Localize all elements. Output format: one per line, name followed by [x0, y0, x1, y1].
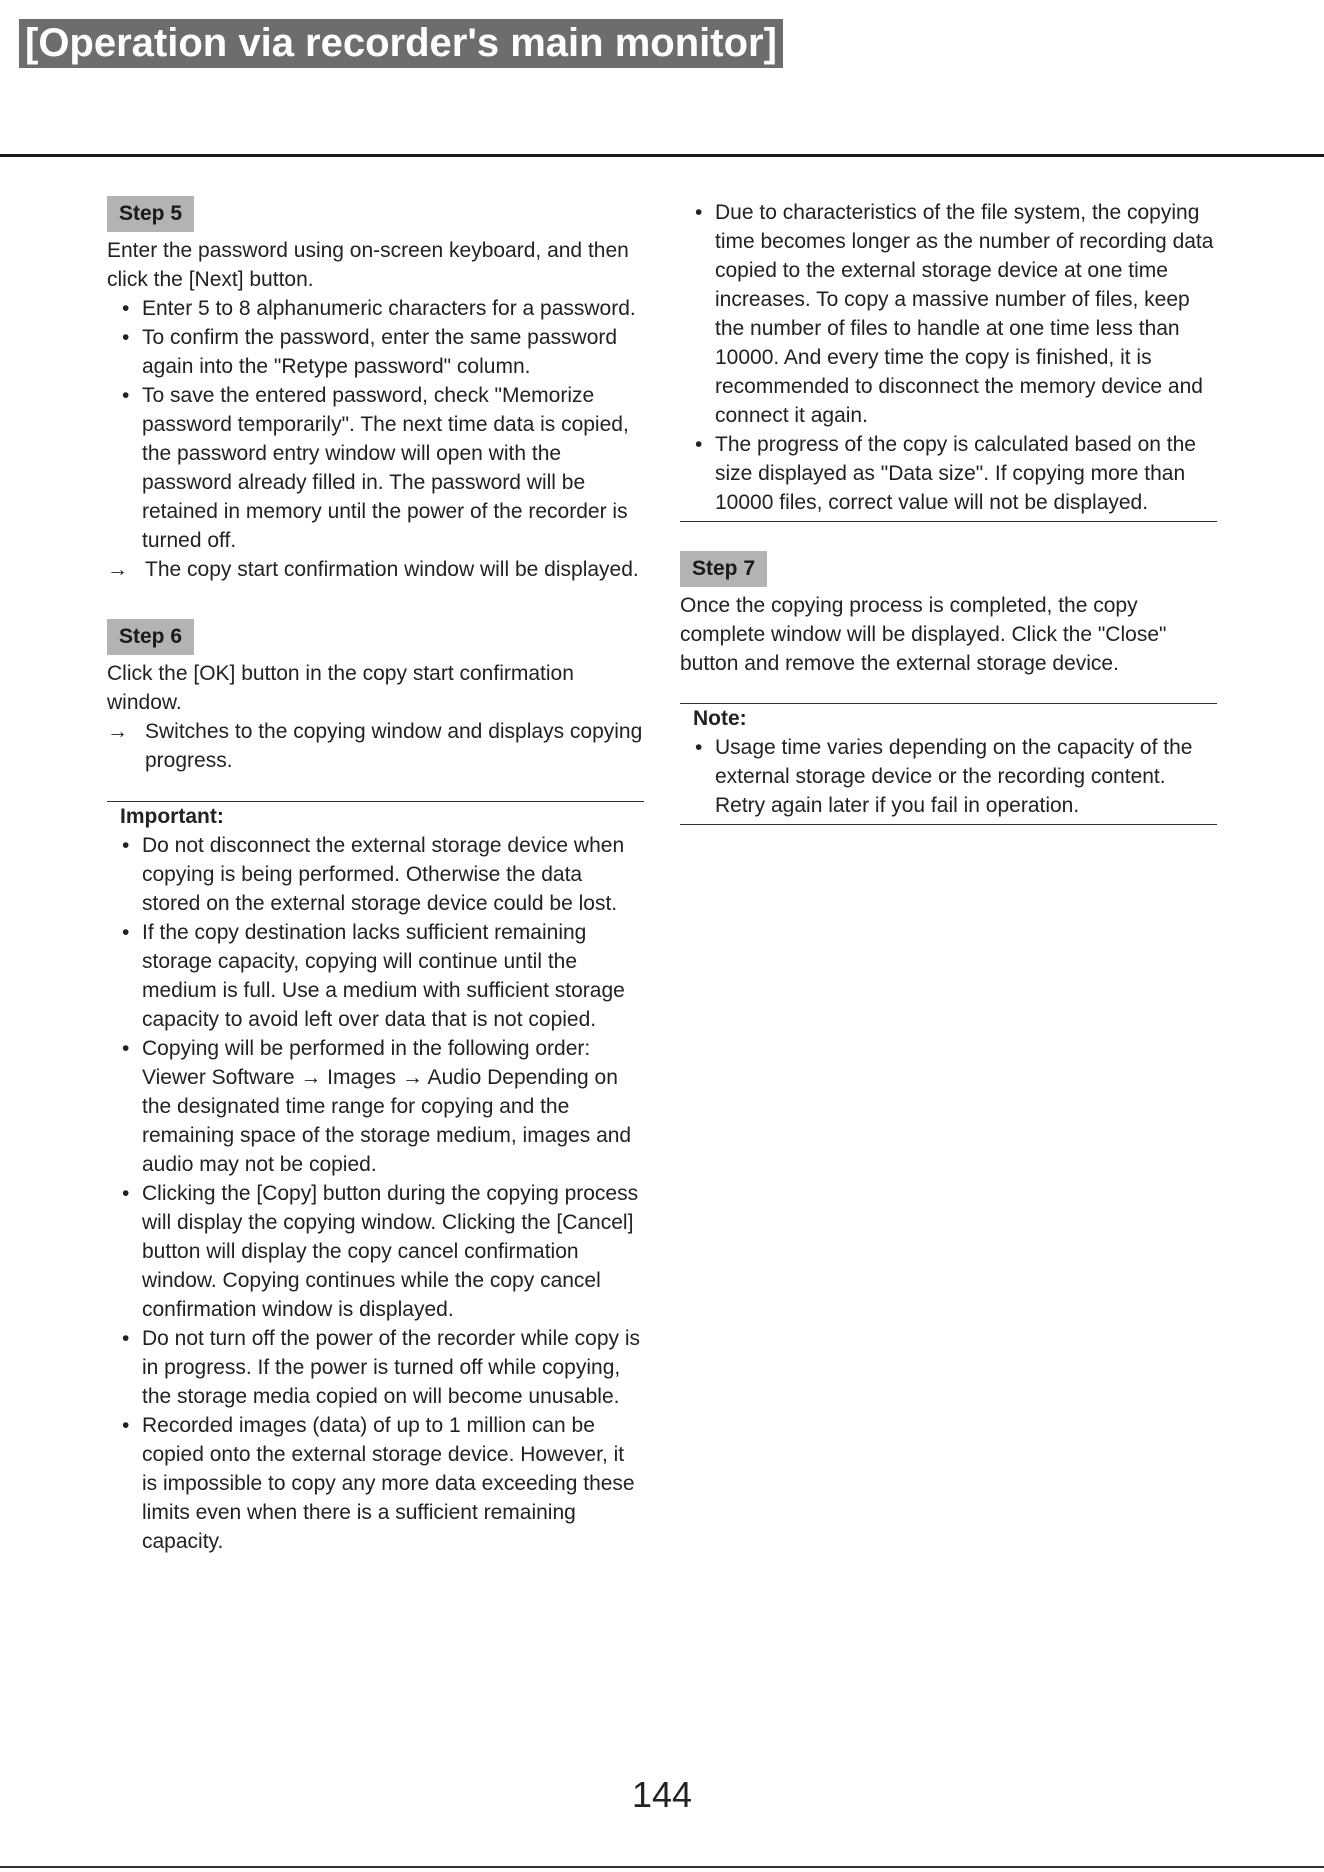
- arrow-icon: →: [107, 558, 128, 581]
- list-item: • Due to characteristics of the file system, the copying time becomes longer as the number of recording data copied to the external storage device at one time increases. To copy a massive number of files, keep the number of files to handle at one time less than 10000. And every time the copy is finished, it is recommended to disconnect the memory device and connect it again.: [695, 198, 1217, 430]
- note-bottom-rule: [680, 824, 1217, 825]
- step-7-label: Step 7: [680, 551, 767, 587]
- page-title: [Operation via recorder's main monitor]: [19, 19, 783, 68]
- left-column: [107, 196, 644, 1556]
- important-title: Important:: [120, 805, 224, 828]
- step-6-result-text: Switches to the copying window and displays copying progress.: [145, 720, 643, 772]
- step-6-label: Step 6: [107, 619, 194, 655]
- step-5-bullets: [107, 294, 644, 555]
- list-item: • Enter 5 to 8 alphanumeric characters for a password.: [122, 294, 644, 323]
- list-item: • Do not turn off the power of the recorder while copy is in progress. If the power is turned off while copying, the storage media copied on will become unusable.: [122, 1324, 644, 1411]
- step-5-result-text: The copy start confirmation window will be displayed.: [145, 558, 639, 581]
- important-bullets-continued: [680, 198, 1217, 517]
- list-item: • Do not disconnect the external storage device when copying is being performed. Otherwise the data stored on the external storage device could be lost.: [122, 831, 644, 918]
- step-5-result: [107, 555, 644, 584]
- list-item: • Copying will be performed in the following order: Viewer Software → Images → Audio Depending on the designated time range for copying and the remaining space of the storage medium, images and audio may not be copied.: [122, 1034, 644, 1179]
- note-title: Note:: [693, 707, 747, 730]
- step-5-label: Step 5: [107, 196, 194, 232]
- arrow-icon: →: [107, 720, 128, 743]
- footer-divider: [0, 1866, 1324, 1868]
- note-bullets: [680, 733, 1217, 820]
- step-7-text: Once the copying process is completed, the copy complete window will be displayed. Click the "Close" button and remove the external storage device.: [680, 594, 1167, 675]
- important-bullets: [107, 831, 644, 1556]
- step-5-intro: Enter the password using on-screen keyboard, and then click the [Next] button.: [107, 239, 629, 291]
- step-6-result: [107, 717, 644, 775]
- list-item: • Clicking the [Copy] button during the copying process will display the copying window. Clicking the [Cancel] button will display the copy cancel confirmation window. Copying continues while the copy cancel confirmation window is displayed.: [122, 1179, 644, 1324]
- list-item: • If the copy destination lacks sufficient remaining storage capacity, copying will continue until the medium is full. Use a medium with sufficient storage capacity to avoid left over data that is not copied.: [122, 918, 644, 1034]
- list-item: • To confirm the password, enter the same password again into the "Retype password" column.: [122, 323, 644, 381]
- header-divider: [0, 154, 1324, 157]
- list-item: • To save the entered password, check "Memorize password temporarily". The next time data is copied, the password entry window will open with the password already filled in. The password will be retained in memory until the power of the recorder is turned off.: [122, 381, 644, 555]
- list-item: • The progress of the copy is calculated based on the size displayed as "Data size". If copying more than 10000 files, correct value will not be displayed.: [695, 430, 1217, 517]
- page-number: 144: [631, 1774, 693, 1815]
- list-item: • Recorded images (data) of up to 1 million can be copied onto the external storage device. However, it is impossible to copy any more data exceeding these limits even when there is a sufficient remaining capacity.: [122, 1411, 644, 1556]
- step-6-intro: Click the [OK] button in the copy start confirmation window.: [107, 662, 574, 714]
- right-column: [680, 198, 1217, 825]
- list-item: • Usage time varies depending on the capacity of the external storage device or the recording content. Retry again later if you fail in operation.: [695, 733, 1217, 820]
